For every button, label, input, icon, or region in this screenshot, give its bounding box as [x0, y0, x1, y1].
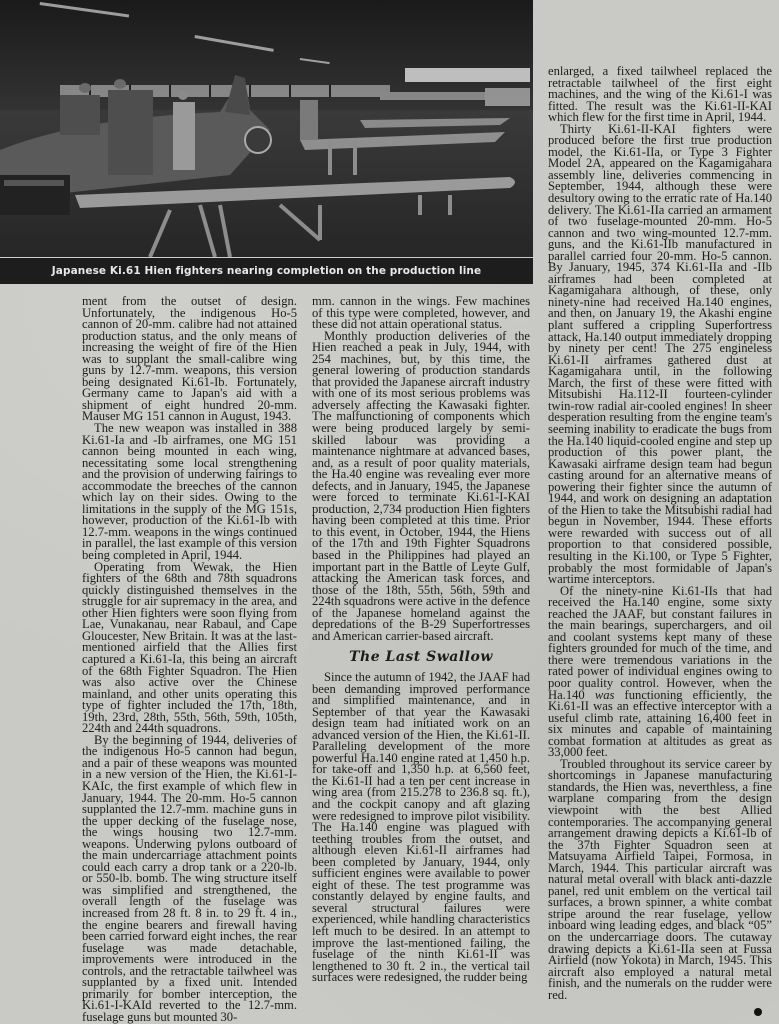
paragraph: Troubled throughout its service career by shortcomings in Japanese manufacturing standards, the Hien was, neverthless, a fine warplane comparing from the design viewpoint with the best Allied contemporaries. The accompanying general arrangement drawing depicts a Ki.61-Ib of the 37th Fighter Squadron seen at Matsuyama Airfield Taipei, Formosa, in March, 1944. This particular aircraft was natural metal overall with black anti-dazzle panel, red unit emblem on the vertical tail surfaces, a brown spinner, a white combat stripe around the rear fuselage, yellow inboard wing leading edges, and black “05” on the undercarriage doors. The cutaway drawing depicts a Ki.61-IIa seen at Fussa Airfield (now Yokota) in March, 1945. This aircraft also employed a natural metal finish, and the numerals on the rudder were red. [548, 756, 772, 1002]
article-column-3 [548, 66, 772, 1001]
paragraph: ment from the outset of design. Unfortunately, the indigenous Ho-5 cannon of 20-mm. calibre had not attained production status, and the only means of increasing the weight of fire of the Hien was to supplant the small-calibre wing guns by 12.7-mm. weapons, this version being designated Ki.61-Ib. Fortunately, Germany came to Japan's aid with a shipment of eight hundred 20-mm. Mauser MG 151 cannon in August, 1943. [82, 294, 297, 424]
text-run: functioning efficiently, the Ki.61-II was an effective interceptor with a useful climb rate, attaining 16,400 feet in six minutes and capable of maintaining combat formation at altitudes as great as 33,000 feet. [548, 687, 773, 760]
factory-photo-illustration [0, 0, 533, 257]
emphasis: was [594, 687, 615, 702]
paragraph: By the beginning of 1944, deliveries of the indigenous Ho-5 cannon had begun, and a pair of these weapons was mounted in a new version of the Hien, the Ki.61-I-KAIc, the first example of which flew in January, 1944. The 20-mm. Ho-5 cannon supplanted the 12.7-mm. machine guns in the upper decking of the fuselage nose, the wings housing two 12.7-mm. weapons. Underwing pylons outboard of the main undercarriage attachment points could each carry a drop tank or a 220-lb. or 550-lb. bomb. The wing structure itself was simplified and strengthened, the overall length of the fuselage was increased from 28 ft. 8 in. to 29 ft. 4 in., the engine bearers and firewall having been carried forward eight inches, the rear fuselage was made detachable, improvements were introduced in the controls, and the retractable tailwheel was supplanted by a fixed unit. Intended primarily for bomber interception, the Ki.61-I-KAId reverted to the 12.7-mm. fuselage guns but mounted 30- [82, 732, 297, 1024]
paragraph: Monthly production deliveries of the Hien reached a peak in July, 1944, with 254 machines, but, by this time, the general lowering of production standards that provided the Japanese aircraft industry with one of its most serious problems was adversely affecting the Kawasaki fighter. The malfunctioning of components which were being produced largely by semi-skilled labour was providing a maintenance nightmare at advanced bases, and, as a result of poor quality materials, the Ha.40 engine was revealing ever more defects, and in January, 1945, the Japanese were forced to terminate Ki.61-I-KAI production, 2,734 production Hien fighters having been completed at this time. Prior to this event, in October, 1944, the Hiens of the 17th and 19th Fighter Squadrons based in the Philippines had played an important part in the Battle of Leyte Gulf, attacking the American task forces, and those of the 18th, 55th, 56th, 59th and 224th squadrons were active in the defence of the Japanese homeland against the depredations of the B-29 Superfortresses and American carrier-based aircraft. [312, 328, 530, 643]
text-run: Of the ninety-nine Ki.61-IIs that had received the Ha.140 engine, some sixty reached the JAAF, but constant failures in the main bearings, superchargers, and oil and coolant systems kept many of these fighters grounded for much of the time, and there were tremendous variations in the rated power of individual engines owing to poor quality control. However, when the Ha.140 [548, 583, 772, 702]
article-column-1 [82, 296, 297, 1023]
paragraph [548, 583, 773, 760]
paragraph: Thirty Ki.61-II-KAI fighters were produced before the first true production model, the Ki.61-IIa, or Type 3 Fighter Model 2A, appeared on the Kagamigahara assembly line, deliveries commencing in September, 1944, although these were desultory owing to the erratic rate of Ha.140 delivery. The Ki.61-IIa carried an armament of two fuselage-mounted 20-mm. Ho-5 cannon and two wing-mounted 12.7-mm. guns, and the Ki.61-IIb manufactured in parallel carried four 20-mm. Ho-5 cannon. By January, 1945, 374 Ki.61-IIa and -IIb airframes had been completed at Kagamigahara although, of these, only ninety-nine had received Ha.140 engines, and then, on January 19, the Akashi engine plant suffered a crippling Superfortress attack, Ha.140 output immediately dropping by ninety per cent! The 275 engineless Ki.61-II airframes gathered dust at Kagamigahara until, in the following March, the first of these were fitted with Mitsubishi Ha.112-II fourteen-cylinder twin-row radial air-cooled engines! In sheer desperation resulting from the engine team's seeming inability to eradicate the bugs from the Ha.140 liquid-cooled engine and step up production of this power plant, the Kawasaki airframe design team had begun casting around for an alternative means of powering their fighter since the autumn of 1944, and work on designing an adaptation of the Hien to take the Mitsubishi radial had begun in November, 1944. These efforts were rewarded with success out of all proportion to that considered possible, resulting in the Ki.100, or Type 5 Fighter, probably the most formidable of Japan's wartime interceptors. [548, 121, 772, 587]
photo-caption: Japanese Ki.61 Hien fighters nearing completion on the production line [0, 258, 533, 284]
production-line-photo [0, 0, 533, 257]
paragraph: Since the autumn of 1942, the JAAF had been demanding improved performance and simplified maintenance, and in September of that year the Kawasaki design team had initiated work on an advanced version of the Hien, the Ki.61-II. Paralleling development of the more powerful Ha.140 engine rated at 1,450 h.p. for take-off and 1,350 h.p. at 6,560 feet, the Ki.61-II had a ten per cent increase in wing area (from 215.278 to 236.8 sq. ft.), and the cockpit canopy and aft glazing were redesigned to improve pilot visibility. The Ha.140 engine was plagued with teething troubles from the outset, and although eleven Ki.61-II airframes had been completed by January, 1944, only sufficient engines were available to power eight of these. The test programme was constantly delayed by engine faults, and several structural failures were experienced, while handling characteristics left much to be desired. In an attempt to improve the last-mentioned failing, the fuselage of the ninth Ki.61-II was lengthened to 30 ft. 2 in., the vertical tail surfaces were redesigned, the rudder being [312, 669, 530, 985]
paragraph: Operating from Wewak, the Hien fighters of the 68th and 78th squadrons quickly distinguished themselves in the struggle for air supremacy in the area, and other Hien fighters were soon flying from Lae, Vunakanau, near Rabaul, and Cape Gloucester, New Britain. It was at the last-mentioned airfield that the Allies first captured a Ki.61-Ia, this being an aircraft of the 68th Fighter Squadron. The Hien was also active over the Chinese mainland, and other units operating this type of fighter included the 17th, 18th, 19th, 23rd, 28th, 55th, 56th, 59th, 105th, 224th and 244th squadrons. [82, 559, 297, 736]
section-heading: The Last Swallow [349, 649, 493, 666]
paragraph: The new weapon was installed in 388 Ki.61-Ia and -Ib airframes, one MG 151 cannon being mounted in each wing, necessitating some local strengthening and the provision of underwing fairings to accommodate the breeches of the cannon which lay on their sides. Owing to the limitations in the supply of the MG 151s, however, production of the Ki.61-Ib with 12.7-mm. weapons in the wings continued in parallel, the last example of this version being completed in April, 1944. [82, 421, 297, 563]
paragraph: mm. cannon in the wings. Few machines of this type were completed, however, and these did not attain operational status. [312, 294, 530, 332]
article-end-bullet [754, 1008, 762, 1016]
paragraph: enlarged, a fixed tailwheel replaced the retractable tailwheel of the first eight machines, and the wing of the Ki.61-I was fitted. The result was the Ki.61-II-KAI which flew for the first time in April, 1944. [548, 64, 772, 125]
article-column-2 [312, 296, 530, 984]
